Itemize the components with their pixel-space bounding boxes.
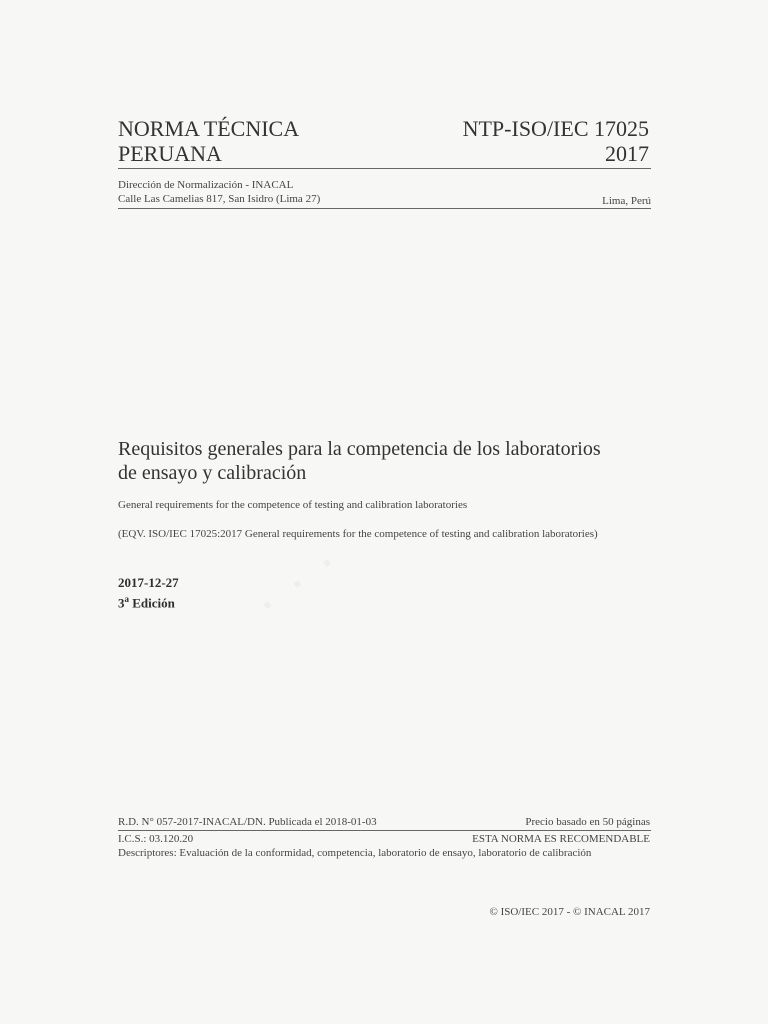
standard-code-heading — [463, 116, 649, 166]
address-divider — [118, 208, 651, 209]
standard-year: 2017 — [605, 141, 649, 166]
english-title: General requirements for the competence of testing and calibration laboratories — [118, 499, 468, 511]
issuer-street: Calle Las Camelias 817, San Isidro (Lima 27) — [118, 193, 321, 205]
equivalence-note: (EQV. ISO/IEC 17025:2017 General requirements for the competence of testing and calibration laboratories) — [118, 528, 598, 540]
issuer-city: Lima, Perú — [602, 195, 651, 207]
standard-code: NTP-ISO/IEC 17025 — [462, 116, 649, 141]
edition-label: Edición — [132, 595, 175, 611]
edition-number — [118, 591, 179, 611]
copyright-text: © ISO/IEC 2017 - © INACAL 2017 — [489, 906, 650, 918]
ics-code: I.C.S.: 03.120.20 — [118, 833, 194, 845]
recommendation-text: ESTA NORMA ES RECOMENDABLE — [472, 833, 650, 845]
title-line2: de ensayo y calibración — [118, 462, 307, 484]
standard-type-heading — [118, 116, 299, 166]
edition-ordinal: 3 — [118, 595, 125, 611]
edition-block — [118, 574, 179, 611]
title-line1: Requisitos generales para la competencia de los laboratorios — [118, 438, 601, 460]
footer-divider — [118, 830, 651, 831]
issuer-address — [118, 178, 320, 206]
standard-type-line2: PERUANA — [118, 141, 222, 166]
header-divider — [118, 168, 651, 169]
descriptors-text: Descriptores: Evaluación de la conformidad, competencia, laboratorio de ensayo, laboratorio de calibración — [118, 847, 592, 859]
issuer-name: Dirección de Normalización - INACAL — [118, 179, 294, 191]
price-text: Precio basado en 50 páginas — [525, 816, 650, 828]
resolution-text: R.D. N° 057-2017-INACAL/DN. Publicada el 2018-01-03 — [118, 816, 377, 828]
watermark — [250, 538, 351, 628]
standard-type-line1: NORMA TÉCNICA — [118, 116, 300, 141]
edition-date: 2017-12-27 — [118, 575, 179, 590]
edition-ordinal-suffix: a — [124, 594, 129, 604]
document-title — [118, 437, 658, 485]
